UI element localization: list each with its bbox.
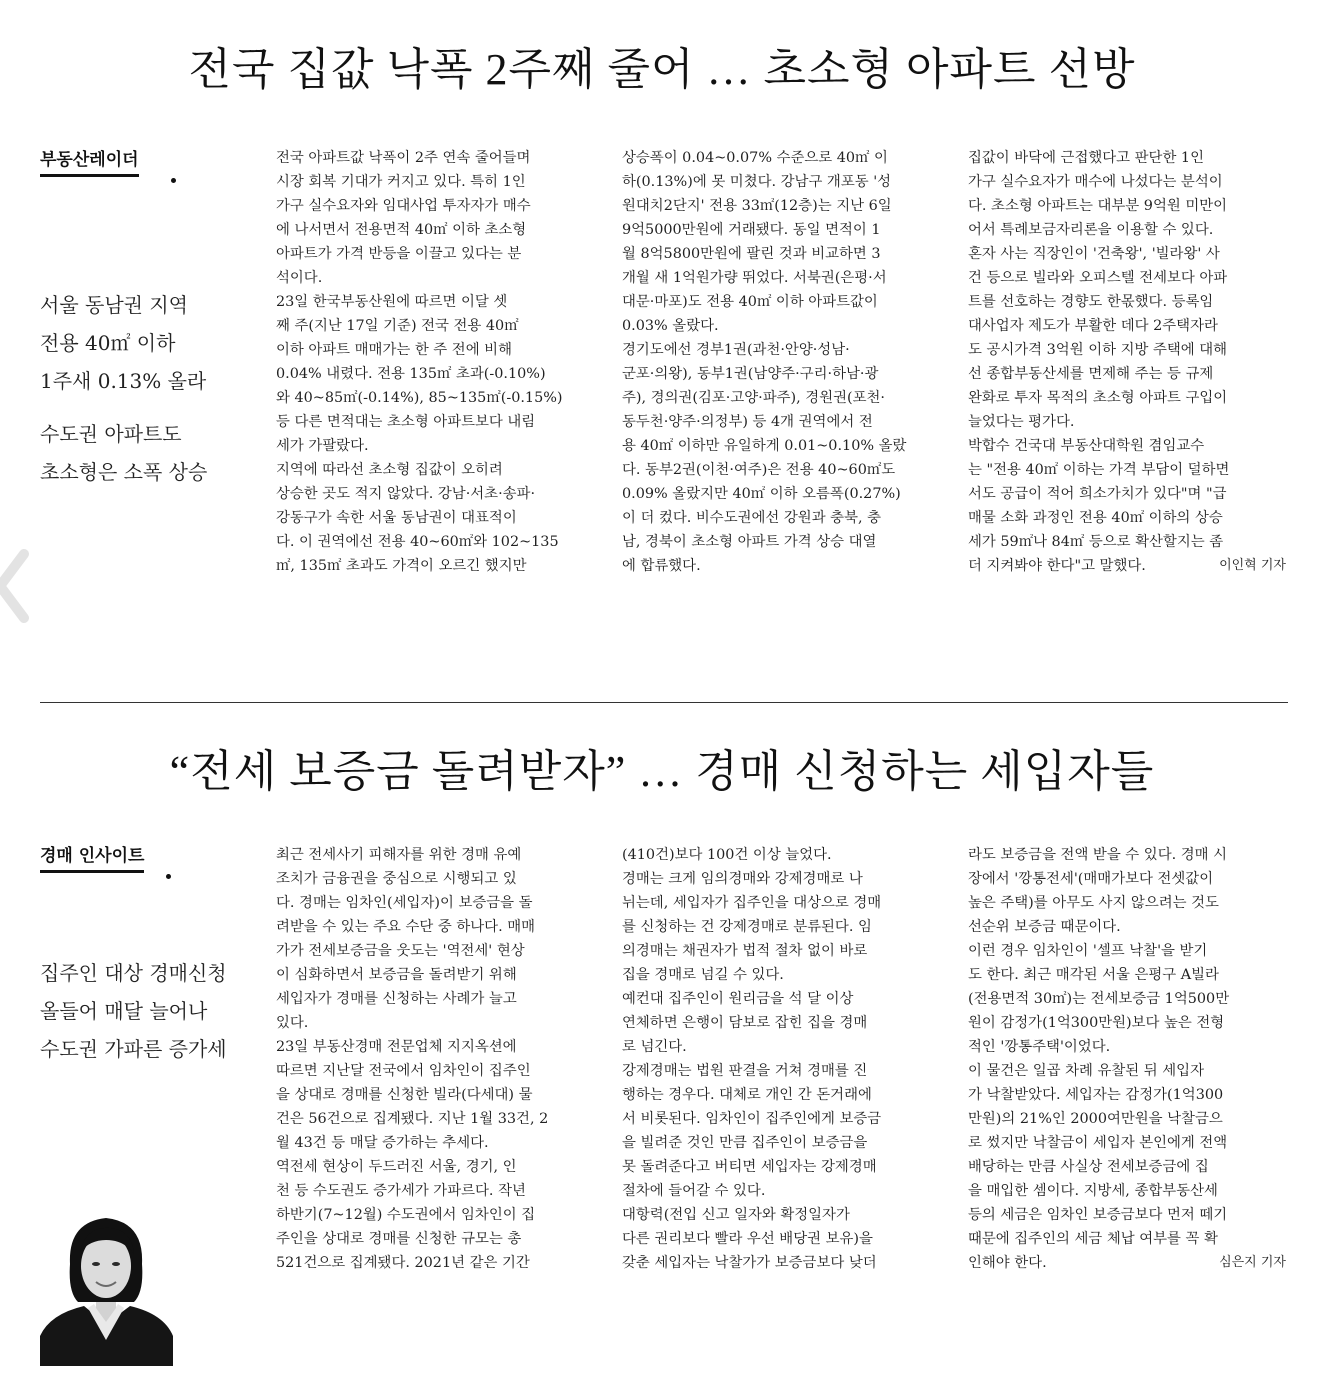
subhead-line: 전용 40㎡ 이하 <box>40 331 176 355</box>
article1-column-2 <box>622 146 940 578</box>
body-line: 0.04% 내렸다. 전용 135㎡ 초과(-0.10%) <box>276 366 546 382</box>
article2-byline: 심은지 기자 <box>1219 1255 1286 1270</box>
body-line: 도 공시가격 3억원 이하 지방 주택에 대해 <box>968 342 1228 358</box>
subhead-line: 수도권 아파트도 <box>40 422 182 446</box>
body-line: 등의 세금은 임차인 보증금보다 먼저 떼기 <box>968 1207 1228 1223</box>
section-dot <box>166 874 171 879</box>
body-line: 0.03% 올랐다. <box>622 318 719 334</box>
article1-column-1 <box>276 146 594 578</box>
body-line: 대사업자 제도가 부활한 데다 2주택자라 <box>968 318 1218 334</box>
body-line: 지역에 따라선 초소형 집값이 오히려 <box>276 462 503 478</box>
body-line: 로 썼지만 낙찰금이 세입자 본인에게 전액 <box>968 1135 1228 1151</box>
body-line: 을 상대로 경매를 신청한 빌라(다세대) 물 <box>276 1087 533 1103</box>
body-line: 집값이 바닥에 근접했다고 판단한 1인 <box>968 150 1204 166</box>
subhead-line: 수도권 가파른 증가세 <box>40 1037 227 1061</box>
article2-column-2 <box>622 843 940 1275</box>
body-line: 절차에 들어갈 수 있다. <box>622 1183 766 1199</box>
body-line: 가 낙찰받았다. 세입자는 감정가(1억300 <box>968 1087 1224 1103</box>
subhead-line: 초소형은 소폭 상승 <box>40 460 208 484</box>
body-line: 집을 경매로 넘길 수 있다. <box>622 967 784 983</box>
body-line: 건은 56건으로 집계됐다. 지난 1월 33건, 2 <box>276 1111 549 1127</box>
body-line: 다. 동부2권(이천·여주)은 전용 40~60㎡도 <box>622 462 896 478</box>
body-line: 역전세 현상이 두드러진 서울, 경기, 인 <box>276 1159 517 1175</box>
body-line: 세입자가 경매를 신청하는 사례가 늘고 <box>276 991 517 1007</box>
body-line: 를 신청하는 건 강제경매로 분류된다. 임 <box>622 919 872 935</box>
body-line: 에 합류했다. <box>622 558 701 574</box>
body-line: 로 넘긴다. <box>622 1039 687 1055</box>
article1-byline: 이인혁 기자 <box>1219 558 1286 573</box>
body-line: 강동구가 속한 서울 동남권이 대표적이 <box>276 510 517 526</box>
body-line: 아파트가 가격 반등을 이끌고 있다는 분 <box>276 246 522 262</box>
body-line: (410건)보다 100건 이상 늘었다. <box>622 847 832 863</box>
section-dot <box>171 178 176 183</box>
body-line: 높은 주택)를 아무도 사지 않으려는 것도 <box>968 895 1219 911</box>
body-line: 다. 경매는 임차인(세입자)이 보증금을 돌 <box>276 895 533 911</box>
body-line: 동두천·양주·의정부) 등 4개 권역에서 전 <box>622 414 873 430</box>
body-line: 있다. <box>276 1015 309 1031</box>
body-line: 이 심화하면서 보증금을 돌려받기 위해 <box>276 967 517 983</box>
body-line: 세가 59㎡나 84㎡ 등으로 확산할지는 좀 <box>968 534 1224 550</box>
body-line: 와 40~85㎡(-0.14%), 85~135㎡(-0.15%) <box>276 390 563 406</box>
body-line: 매물 소화 과정인 전용 40㎡ 이하의 상승 <box>968 510 1223 526</box>
body-line: 다른 권리보다 빨라 우선 배당권 보유)을 <box>622 1231 873 1247</box>
subhead-line: 1주새 0.13% 올라 <box>40 369 207 393</box>
body-line: 상승폭이 0.04~0.07% 수준으로 40㎡ 이 <box>622 150 888 166</box>
body-line: 는 "전용 40㎡ 이하는 가격 부담이 덜하면 <box>968 462 1230 478</box>
article1-subheads <box>40 286 255 491</box>
body-line: 못 돌려준다고 버티면 세입자는 강제경매 <box>622 1159 877 1175</box>
body-line: 다. 이 권역에선 전용 40~60㎡와 102~135 <box>276 534 559 550</box>
body-line: 세가 가팔랐다. <box>276 438 369 454</box>
body-line: 석이다. <box>276 270 323 286</box>
body-line: 월 8억5800만원에 팔린 것과 비교하면 3 <box>622 246 881 262</box>
body-line: 늘었다는 평가다. <box>968 414 1075 430</box>
body-line: 대문·마포)도 전용 40㎡ 이하 아파트값이 <box>622 294 878 310</box>
subhead-line: 집주인 대상 경매신청 <box>40 961 227 985</box>
body-line: 적인 '깡통주택'이었다. <box>968 1039 1111 1055</box>
body-line: 서 비롯된다. 임차인이 집주인에게 보증금 <box>622 1111 882 1127</box>
body-line: 개월 새 1억원가량 뛰었다. 서북권(은평·서 <box>622 270 887 286</box>
article1-headline: 전국 집값 낙폭 2주째 줄어 … 초소형 아파트 선방 <box>188 45 1136 94</box>
article2-subheads <box>40 954 255 1068</box>
body-line: 때문에 집주인의 세금 체납 여부를 꼭 확 <box>968 1231 1218 1247</box>
body-line: 선순위 보증금 때문이다. <box>968 919 1121 935</box>
body-line: 가구 실수요자와 임대사업 투자자가 매수 <box>276 198 531 214</box>
article1-column-3 <box>968 146 1286 578</box>
article-divider <box>40 702 1288 703</box>
body-line: 장에서 '깡통전세'(매매가보다 전셋값이 <box>968 871 1214 887</box>
body-line: 원대치2단지' 전용 33㎡(12층)는 지난 6일 <box>622 198 892 214</box>
body-line: 이 물건은 일곱 차례 유찰된 뒤 세입자 <box>968 1063 1204 1079</box>
body-line: 어서 특례보금자리론을 이용할 수 있다. <box>968 222 1214 238</box>
body-line: 군포·의왕), 동부1권(남양주·구리·하남·광 <box>622 366 879 382</box>
body-line: 을 빌려준 것인 만큼 집주인이 보증금을 <box>622 1135 868 1151</box>
body-line: 상승한 곳도 적지 않았다. 강남·서초·송파· <box>276 486 536 502</box>
body-line: 다. 초소형 아파트는 대부분 9억원 미만이 <box>968 198 1228 214</box>
body-line: 전국 아파트값 낙폭이 2주 연속 줄어들며 <box>276 150 531 166</box>
body-line: 월 43건 등 매달 증가하는 추세다. <box>276 1135 489 1151</box>
body-line: 가구 실수요자가 매수에 나섰다는 분석이 <box>968 174 1223 190</box>
body-line: 의경매는 채권자가 법적 절차 없이 바로 <box>622 943 868 959</box>
body-line: 선 종합부동산세를 면제해 주는 등 규제 <box>968 366 1214 382</box>
body-line: 뉘는데, 세입자가 집주인을 대상으로 경매 <box>622 895 882 911</box>
body-line: 0.09% 올랐지만 40㎡ 이하 오름폭(0.27%) <box>622 486 901 502</box>
body-line: 23일 부동산경매 전문업체 지지옥션에 <box>276 1039 517 1055</box>
chevron-left-icon <box>0 548 42 624</box>
body-line: 인해야 한다. <box>968 1255 1047 1271</box>
body-line: 완화로 투자 목적의 초소형 아파트 구입이 <box>968 390 1228 406</box>
body-line: 이런 경우 임차인이 '셀프 낙찰'을 받기 <box>968 943 1208 959</box>
body-line: 주인을 상대로 경매를 신청한 규모는 총 <box>276 1231 522 1247</box>
body-line: (전용면적 30㎡)는 전세보증금 1억500만 <box>968 991 1230 1007</box>
article1-section-tag: 부동산레이더 <box>40 148 139 177</box>
body-line: 행하는 경우다. 대체로 개인 간 돈거래에 <box>622 1087 872 1103</box>
body-line: 혼자 사는 직장인이 '건축왕', '빌라왕' 사 <box>968 246 1220 262</box>
body-line: 하(0.13%)에 못 미쳤다. 강남구 개포동 '성 <box>622 174 892 190</box>
body-line: 갖춘 세입자는 낙찰가가 보증금보다 낮더 <box>622 1255 877 1271</box>
body-line: 경매는 크게 임의경매와 강제경매로 나 <box>622 871 863 887</box>
body-line: 대항력(전입 신고 일자와 확정일자가 <box>622 1207 850 1223</box>
body-line: 남, 경북이 초소형 아파트 가격 상승 대열 <box>622 534 877 550</box>
body-line: 예컨대 집주인이 원리금을 석 달 이상 <box>622 991 854 1007</box>
body-line: 9억5000만원에 거래됐다. 동일 면적이 1 <box>622 222 881 238</box>
body-line: 따르면 지난달 전국에서 임차인이 집주인 <box>276 1063 531 1079</box>
body-line: ㎡, 135㎡ 초과도 가격이 오르긴 했지만 <box>276 558 527 574</box>
body-line: 조치가 금융권을 중심으로 시행되고 있 <box>276 871 517 887</box>
body-line: 이하 아파트 매매가는 한 주 전에 비해 <box>276 342 512 358</box>
body-line: 521건으로 집계됐다. 2021년 같은 기간 <box>276 1255 530 1271</box>
article2-column-1 <box>276 843 594 1275</box>
body-line: 만원)의 21%인 2000여만원을 낙찰금으 <box>968 1111 1223 1127</box>
body-line: 라도 보증금을 전액 받을 수 있다. 경매 시 <box>968 847 1228 863</box>
body-line: 용 40㎡ 이하만 유일하게 0.01~0.10% 올랐 <box>622 438 907 454</box>
body-line: 에 나서면서 전용면적 40㎡ 이하 초소형 <box>276 222 527 238</box>
article2-headline: “전세 보증금 돌려받자” … 경매 신청하는 세입자들 <box>169 747 1155 796</box>
body-line: 최근 전세사기 피해자를 위한 경매 유예 <box>276 847 522 863</box>
body-line: 천 등 수도권도 증가세가 가파르다. 작년 <box>276 1183 526 1199</box>
body-line: 건 등으로 빌라와 오피스텔 전세보다 아파 <box>968 270 1228 286</box>
body-line: 23일 한국부동산원에 따르면 이달 셋 <box>276 294 508 310</box>
body-line: 강제경매는 법원 판결을 거쳐 경매를 진 <box>622 1063 868 1079</box>
body-line: 하반기(7~12월) 수도권에서 임차인이 집 <box>276 1207 536 1223</box>
body-line: 더 지켜봐야 한다"고 말했다. <box>968 558 1146 574</box>
article2-section-tag: 경매 인사이트 <box>40 844 144 873</box>
body-line: 트를 선호하는 경향도 한몫했다. 등록임 <box>968 294 1214 310</box>
last-line-with-byline <box>968 554 1286 578</box>
body-line: 등 다른 면적대는 초소형 아파트보다 내림 <box>276 414 536 430</box>
body-line: 경기도에선 경부1권(과천·안양·성남· <box>622 342 850 358</box>
body-line: 원이 감정가(1억300만원)보다 높은 전형 <box>968 1015 1225 1031</box>
body-line: 째 주(지난 17일 기준) 전국 전용 40㎡ <box>276 318 519 334</box>
article2-column-3 <box>968 843 1286 1275</box>
body-line: 도 한다. 최근 매각된 서울 은평구 A빌라 <box>968 967 1219 983</box>
body-line: 이 더 컸다. 비수도권에선 강원과 충북, 충 <box>622 510 882 526</box>
body-line: 가가 전세보증금을 웃도는 '역전세' 현상 <box>276 943 525 959</box>
subhead-line: 서울 동남권 지역 <box>40 293 188 317</box>
body-line: 연체하면 은행이 담보로 잡힌 집을 경매 <box>622 1015 868 1031</box>
body-line: 박합수 건국대 부동산대학원 겸임교수 <box>968 438 1205 454</box>
subhead-line: 올들어 매달 늘어나 <box>40 999 208 1023</box>
body-line: 배당하는 만큼 사실상 전세보증금에 집 <box>968 1159 1209 1175</box>
body-line: 주), 경의권(김포·고양·파주), 경원권(포천· <box>622 390 885 406</box>
body-line: 을 매입한 셈이다. 지방세, 종합부동산세 <box>968 1183 1218 1199</box>
body-line: 려받을 수 있는 주요 수단 중 하나다. 매매 <box>276 919 536 935</box>
last-line-with-byline <box>968 1251 1286 1275</box>
reporter-photo <box>40 1210 173 1366</box>
body-line: 서도 공급이 적어 희소가치가 있다"며 "급 <box>968 486 1227 502</box>
body-line: 시장 회복 기대가 커지고 있다. 특히 1인 <box>276 174 526 190</box>
